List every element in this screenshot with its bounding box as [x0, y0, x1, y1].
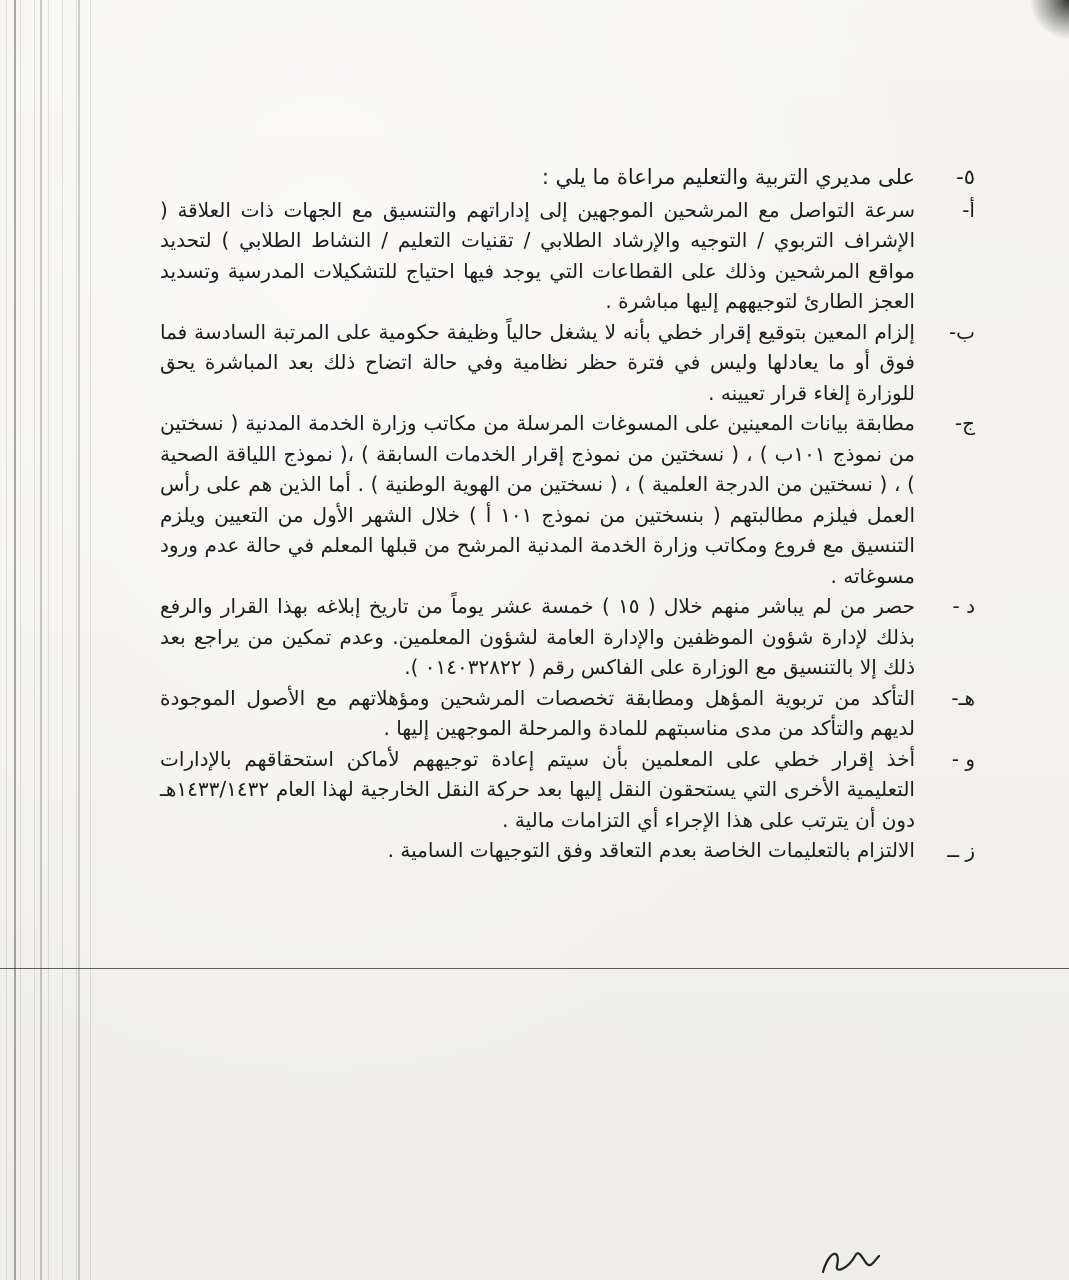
list-item: [160, 835, 975, 866]
list-item: [160, 195, 975, 317]
item-text: حصر من لم يباشر منهم خلال ( ١٥ ) خمسة عشر يوماً من تاريخ إبلاغه بهذا القرار والرفع بذلك لإدارة شؤون الموظفين والإدارة العامة لشؤون المعلمين. وعدم تمكين من يراجع بعد ذلك إلا بالتنسيق مع الوزارة على الفاكس رقم ( ٠١٤٠٣٢٨٢٢ ).: [160, 594, 916, 679]
item-marker: و -: [951, 746, 975, 771]
item-marker: ز ــ: [947, 838, 975, 862]
list-item: [160, 683, 975, 744]
item-text: مطابقة بيانات المعينين على المسوغات المرسلة من مكاتب وزارة الخدمة المدنية ( نسختين من نموذج ١٠١ب ) ، ( نسختين من نموذج إقرار الخدمات السابقة ) ،( نموذج اللياقة الصحية ) ، ( نسختين من الدرجة العلمية ) ، ( نسختين من الهوية الوطنية ) . أما الذين هم على رأس العمل فيلزم مطالبتهم ( بنسختين من نموذج ١٠١ أ ) خلال الشهر الأول من التعيين ويلزم التنسيق مع فروع ومكاتب وزارة الخدمة المدنية المرشح من قبلها المعلم في حالة عدم ورود مسوغاته .: [160, 411, 915, 588]
list-item: [160, 408, 975, 591]
item-marker: ب-: [948, 319, 975, 344]
item-text: التأكد من تربوية المؤهل ومطابقة تخصصات المرشحين ومؤهلاتهم مع الأصول الموجودة لديهم والتأكد من مدى مناسبتهم للمادة والمرحلة الموجهين إليها .: [160, 685, 915, 740]
section-heading: [160, 162, 975, 193]
binder-edge-line: [78, 0, 80, 1280]
item-text: الالتزام بالتعليمات الخاصة بعدم التعاقد وفق التوجيهات السامية .: [387, 838, 915, 862]
item-text: سرعة التواصل مع المرشحين الموجهين إلى إداراتهم والتنسيق مع الجهات ذات العلاقة ( الإشراف التربوي / التوجيه والإرشاد الطلابي / تقنيات التعليم / النشاط الطلابي ) لتحديد مواقع المرشحين وذلك على القطاعات التي يوجد فيها احتياج للتشكيلات المدرسية وتسديد العجز الطارئ لتوجيههم إليها مباشرة .: [160, 197, 915, 313]
item-text: أخذ إقرار خطي على المعلمين بأن سيتم إعادة توجيههم لأماكن استحقاقهم بالإدارات التعليمية الأخرى التي يستحقون النقل إليها بعد حركة النقل الخارجية لهذا العام ١٤٣٣/١٤٣٢هـ دون أن يترتب على هذا الإجراء أي التزامات مالية .: [160, 746, 915, 832]
list-item: [160, 591, 975, 683]
item-text: إلزام المعين بتوقيع إقرار خطي بأنه لا يشغل حالياً وظيفة حكومية على المرتبة السادسة فما فوق أو ما يعادلها وليس في فترة حظر نظامية وفي حالة اتضاح ذلك بعد المباشرة يحق للوزارة إلغاء قرار تعيينه .: [160, 319, 915, 405]
item-marker: د -: [952, 594, 975, 618]
item-marker: هـ-: [951, 685, 975, 710]
binder-edge-line: [40, 0, 42, 1280]
document-body: [160, 162, 975, 1252]
list-item: [160, 744, 975, 836]
signature-mark: [815, 1238, 885, 1278]
heading-text: على مديري التربية والتعليم مراعاة ما يلي :: [541, 165, 915, 189]
section-number: ٥-: [956, 165, 975, 189]
item-marker: أ-: [962, 197, 975, 222]
binder-edge-line: [14, 0, 16, 1280]
list-item: [160, 317, 975, 409]
item-marker: ج-: [954, 411, 975, 435]
corner-shadow: [1029, 0, 1069, 40]
